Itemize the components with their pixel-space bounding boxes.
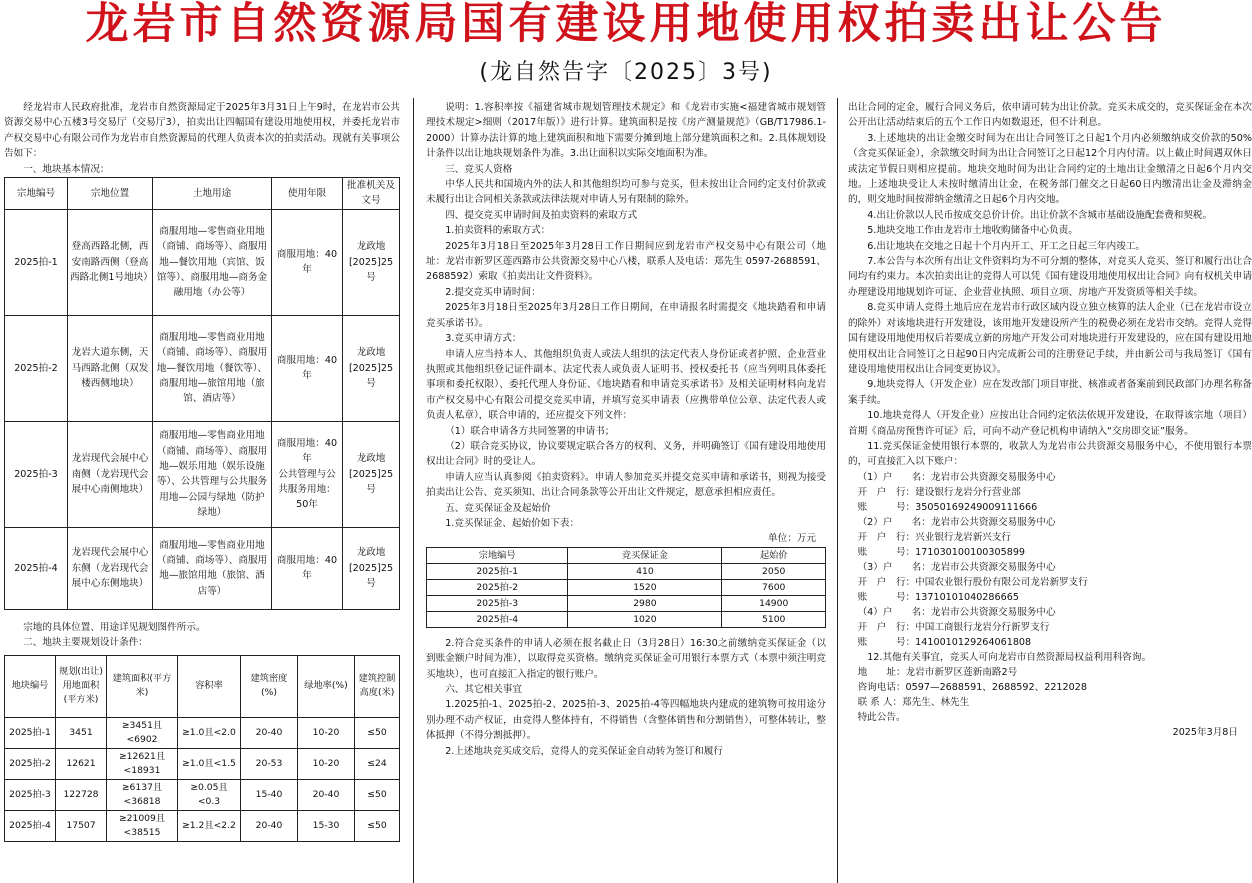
table-cell: 2025拍-2 — [427, 579, 568, 595]
contact-info — [848, 665, 1252, 725]
table-header: 宗地编号 — [5, 178, 68, 210]
parcel-approval: 龙政地[2025]25号 — [343, 209, 400, 315]
table-header: 使用年限 — [272, 178, 343, 210]
parcel-basic-table — [4, 177, 400, 610]
paragraph: 1.竞买保证金、起始价如下表： — [445, 517, 580, 529]
deposit-price-table — [426, 547, 826, 628]
parcel-use: 商服用地—零售商业用地（商铺、商场等）、商服用地—娱乐用地（娱乐设施等）、公共管理与公共服务用地—公园与绿地（防护绿地） — [153, 421, 272, 527]
plan-far: ≥1.0且<2.0 — [178, 717, 241, 748]
section-heading: 三、竞买人资格 — [445, 163, 513, 175]
table-row — [5, 315, 400, 421]
column-2 — [426, 100, 826, 759]
plan-area: 17507 — [56, 810, 107, 841]
parcel-id: 2025拍-3 — [5, 421, 68, 527]
bank-line: （3）户 名：龙岩市公共资源交易服务中心 — [857, 561, 1056, 573]
unit-label: 单位：万元 — [768, 533, 816, 545]
plan-area: 122728 — [56, 779, 107, 810]
plan-id: 2025拍-2 — [5, 748, 56, 779]
bank-line: （2）户 名：龙岩市公共资源交易服务中心 — [857, 516, 1056, 528]
paragraph: 6.出让地块在交地之日起十个月内开工、开工之日起三年内竣工。 — [867, 240, 1145, 252]
plan-far: ≥1.0且<1.5 — [178, 748, 241, 779]
contact-line: 联 系 人：郑先生、林先生 — [857, 697, 970, 709]
bank-line: 账 号：35050169249009111666 — [857, 501, 1038, 513]
table-header: 宗地编号 — [427, 547, 568, 563]
plan-density: 20-40 — [241, 717, 298, 748]
table-row — [5, 779, 400, 810]
paragraph: 说明：1.容积率按《福建省城市规划管理技术规定》和《龙岩市实施<福建省城市规划管理技术规定>细则（2017年版）》进行计算。建筑面积是按《房产测量规范》（GB/T17986.1-2000）计算办法计算的地上建筑面积和地下需要分摊到地上部分建筑面积之和。2.具体规划设计条件以出让地块规划条件为准。3.出让面积以实际交地面积为准。 — [426, 102, 826, 160]
parcel-use: 商服用地—零售商业用地（商铺、商场等）、商服用地—餐饮用地（餐饮等）、商服用地—旅馆用地（旅馆、酒店等） — [153, 315, 272, 421]
contact-line: 地 址：龙岩市新罗区莲新南路2号 — [857, 667, 1018, 679]
table-row — [427, 611, 826, 627]
plan-floor-area: ≥6137且<36818 — [107, 779, 178, 810]
table-header: 起始价 — [722, 547, 826, 563]
paragraph: 申请人应当持本人、其他组织负责人或法人组织的法定代表人身份证或者护照、企业营业执照或其他组织登记证件副本、法定代表人或负责人证明书、授权委托书（应当列明具体委托事项和委托权限）、委托代理人身份证、《地块踏看和申请竞买承诺书》及相关证明材料向龙岩市产权交易中心有限公司提交竞买申请，并填写竞买申请表（应携带单位公章、法定代表人或负责人私章），联合申请的，还应提交下列文件： — [426, 348, 826, 422]
plan-height: ≤50 — [355, 810, 400, 841]
paragraph: 2.提交竞买申请时间： — [445, 286, 541, 298]
paragraph: 2025年3月18日至2025年3月28日工作日期间应到龙岩市产权交易中心有限公司（地址：龙岩市新罗区莲西路市公共资源交易中心八楼，联系人及电话：郑先生 0597-2688591、2688592）索取《拍卖出让文件资料》。 — [426, 240, 826, 283]
parcel-use: 商服用地—零售商业用地（商铺、商场等）、商服用地—旅馆用地（旅馆、酒店等） — [153, 527, 272, 609]
bank-line: （1）户 名：龙岩市公共资源交易服务中心 — [857, 471, 1056, 483]
table-cell: 1520 — [568, 579, 722, 595]
parcel-location: 登高西路北侧，西安南路西侧（登高西路北侧1号地块） — [68, 209, 153, 315]
paragraph: 1.拍卖资料的索取方式： — [445, 225, 551, 237]
plan-far: ≥1.2且<2.2 — [178, 810, 241, 841]
table-header: 绿地率(%) — [298, 655, 355, 717]
parcel-years: 商服用地：40年 — [272, 315, 343, 421]
parcel-years: 商服用地：40年 — [272, 527, 343, 609]
planning-conditions-table — [4, 655, 400, 842]
table-header-row — [5, 655, 400, 717]
parcel-id: 2025拍-4 — [5, 527, 68, 609]
paragraph: 10.地块竞得人（开发企业）应按出让合同约定依法依规开发建设，在取得该宗地（项目）首期《商品房预售许可证》后，可向不动产登记机构申请纳入“交房即交证”服务。 — [848, 410, 1252, 437]
paragraph: 9.地块竞得人（开发企业）应在发改部门项目审批、核准或者备案前到民政部门办理名称备案手续。 — [848, 379, 1252, 406]
paragraph: 申请人应当认真参阅《拍卖资料》。申请人参加竞买并提交竞买申请和承诺书，则视为接受拍卖出让公告、竞买须知、出让合同条款等公开出让文件规定，愿意承担相应责任。 — [426, 471, 826, 499]
intro-paragraph: 经龙岩市人民政府批准，龙岩市自然资源局定于2025年3月31日上午9时，在龙岩市公共资源交易中心五楼3号交易厅（交易厅3），拍卖出让四幅国有建设用地使用权，并委托龙岩市产权交易中心有限公司作为龙岩市自然资源局的代理人负责本次的拍卖活动。现就有关事项公告如下： — [4, 102, 400, 160]
table-header: 地块编号 — [5, 655, 56, 717]
table-note: 宗地的具体位置、用途详见规划图件所示。 — [23, 621, 206, 633]
paragraph: 2.上述地块竞买成交后，竞得人的竞买保证金自动转为签订和履行 — [445, 745, 723, 757]
table-cell: 2025拍-4 — [427, 611, 568, 627]
bank-line: 账 号：171030100100305899 — [857, 546, 1026, 558]
bank-line: 账 号：1410010129264061808 — [857, 636, 1032, 648]
table-cell: 2050 — [722, 563, 826, 579]
table-cell: 14900 — [722, 595, 826, 611]
table-cell: 2980 — [568, 595, 722, 611]
paragraph: 5.地块交地工作由龙岩市土地收购储备中心负责。 — [867, 225, 1078, 237]
table-cell: 1020 — [568, 611, 722, 627]
bank-line: 开 户 行：中国工商银行龙岩分行新罗支行 — [857, 621, 1050, 633]
bank-accounts — [848, 470, 1252, 650]
section-heading: 六、其它相关事宜 — [445, 684, 522, 695]
paragraph: 1.2025拍-1、2025拍-2、2025拍-3、2025拍-4等四幅地块内建成的建筑物可按用途分别办理不动产权证，由竞得人整体持有，不得销售（含整体销售和分割销售），可整体转让，整体抵押（不得分割抵押）。 — [426, 699, 826, 742]
section-heading: 二、地块主要规划设计条件： — [23, 637, 148, 649]
plan-height: ≤24 — [355, 748, 400, 779]
plan-floor-area: ≥3451且<6902 — [107, 717, 178, 748]
table-cell: 2025拍-3 — [427, 595, 568, 611]
paragraph: 8.竞买申请人竞得土地后应在龙岩市行政区域内设立独立核算的法人企业（已在龙岩市设立的除外）对该地块进行开发建设，该用地开发建设所产生的税费必须在龙岩市交纳。竞得人竞得国有建设用地使用权后若要成立新的房地产开发公司对地块进行开发建设的，应在国有建设用地使用权出让合同签订之日起90日内完成新公司的注册登记手续，并由新公司与我局签订《国有建设用地使用权出让合同变更协议》。 — [848, 302, 1252, 375]
table-row — [5, 717, 400, 748]
paragraph: 4.出让价款以人民币按成交总价计价。出让价款不含城市基础设施配套费和契税。 — [867, 209, 1213, 221]
paragraph: 2.符合竞买条件的申请人必须在报名截止日（3月28日）16:30之前缴纳竞买保证金（以到账金额户时间为准），以取得竞买资格。缴纳竞买保证金可用银行本票方式（本票中须注明竞买地块），也可直接汇入指定的银行账户。 — [426, 637, 826, 680]
parcel-location: 龙岩现代会展中心南侧（龙岩现代会展中心南侧地块） — [68, 421, 153, 527]
plan-density: 20-40 — [241, 810, 298, 841]
column-1 — [4, 100, 400, 842]
plan-floor-area: ≥21009且<38515 — [107, 810, 178, 841]
table-row — [427, 579, 826, 595]
bank-line: （4）户 名：龙岩市公共资源交易服务中心 — [857, 606, 1056, 618]
table-row — [5, 421, 400, 527]
table-header-row — [427, 547, 826, 563]
plan-green: 10-20 — [298, 748, 355, 779]
contact-line: 咨询电话：0597—2688591、2688592、2212028 — [857, 682, 1087, 694]
table-row — [5, 748, 400, 779]
column-divider — [413, 98, 414, 883]
plan-area: 12621 — [56, 748, 107, 779]
paragraph: 11.竞买保证金使用银行本票的，收款人为龙岩市公共资源交易服务中心，不使用银行本票的，可直接汇入以下账户： — [848, 440, 1252, 468]
parcel-id: 2025拍-1 — [5, 209, 68, 315]
parcel-approval: 龙政地[2025]25号 — [343, 315, 400, 421]
table-header: 批准机关及文号 — [343, 178, 400, 210]
paragraph: 12.其他有关事宜，竞买人可向龙岩市自然资源局权益利用科咨询。 — [867, 651, 1152, 663]
plan-floor-area: ≥12621且<18931 — [107, 748, 178, 779]
paragraph: 2025年3月18日至2025年3月28日工作日期间，在申请报名时需提交《地块踏看和申请竞买承诺书》。 — [426, 302, 826, 329]
notice-date: 2025年3月8日 — [1172, 727, 1238, 739]
table-row — [427, 563, 826, 579]
parcel-location: 龙岩现代会展中心东侧（龙岩现代会展中心东侧地块） — [68, 527, 153, 609]
table-header: 宗地位置 — [68, 178, 153, 210]
plan-height: ≤50 — [355, 779, 400, 810]
plan-density: 20-53 — [241, 748, 298, 779]
section-heading: 一、地块基本情况： — [23, 163, 110, 175]
bank-line: 开 户 行：建设银行龙岩分行营业部 — [857, 486, 1021, 498]
plan-green: 15-30 — [298, 810, 355, 841]
parcel-years: 商服用地：40年 公共管理与公共服务用地：50年 — [272, 421, 343, 527]
plan-id: 2025拍-4 — [5, 810, 56, 841]
parcel-approval: 龙政地[2025]25号 — [343, 421, 400, 527]
plan-height: ≤50 — [355, 717, 400, 748]
contact-line: 特此公告。 — [857, 712, 906, 724]
parcel-years: 商服用地：40年 — [272, 209, 343, 315]
plan-green: 20-40 — [298, 779, 355, 810]
table-header: 建筑面积(平方米) — [107, 655, 178, 717]
notice-title: 龙岩市自然资源局国有建设用地使用权拍卖出让公告 — [85, 0, 1167, 49]
table-cell: 7600 — [722, 579, 826, 595]
table-row — [5, 527, 400, 609]
document-number: (龙自然告字〔2025〕3号) — [479, 60, 773, 85]
table-cell: 2025拍-1 — [427, 563, 568, 579]
table-row — [427, 595, 826, 611]
table-cell: 410 — [568, 563, 722, 579]
paragraph: 出让合同的定金，履行合同义务后，依申请可转为出让价款。竞买未成交的，竞买保证金在本次公开出让活动结束后的五个工作日内如数退还，但不计利息。 — [848, 102, 1252, 129]
paragraph: （1）联合申请各方共同签署的申请书； — [445, 425, 615, 437]
table-header: 规划(出让)用地面积(平方米) — [56, 655, 107, 717]
table-header: 建筑密度(%) — [241, 655, 298, 717]
paragraph: 3.上述地块的出让金缴交时间为在出让合同签订之日起1个月内必须缴纳成交价款的50%（含竞买保证金），余款缴交时间为出让合同签订之日起12个月内付清。以上截止时间遇双休日或法定节假日则相应提前。地块交地时间为出让合同约定的土地出让金缴清之日起6个月内交地。上述地块受让人未按时缴清出让金，在税务部门催交之日起60日内缴清出让金及滞纳金的，则交地时间按滞纳金缴清之日起6个月内交地。 — [848, 132, 1252, 206]
table-header: 竞买保证金 — [568, 547, 722, 563]
plan-id: 2025拍-3 — [5, 779, 56, 810]
plan-density: 15-40 — [241, 779, 298, 810]
parcel-use: 商服用地—零售商业用地（商铺、商场等）、商服用地—餐饮用地（宾馆、饭馆等）、商服用地—商务金融用地（办公等） — [153, 209, 272, 315]
table-cell: 5100 — [722, 611, 826, 627]
bank-line: 开 户 行：兴业银行龙岩新兴支行 — [857, 531, 1012, 543]
paragraph: （2）联合竞买协议，协议要规定联合各方的权利、义务，并明确签订《国有建设用地使用权出让合同》时的受让人。 — [426, 440, 826, 468]
bank-line: 账 号：13710101040286665 — [857, 591, 1019, 603]
table-row — [5, 209, 400, 315]
paragraph: 3.竞买申请方式： — [445, 333, 522, 345]
parcel-location: 龙岩大道东侧，天马西路北侧（双发楼西侧地块） — [68, 315, 153, 421]
paragraph: 7.本公告与本次所有出让文件资料均为不可分割的整体，对竞买人竞买、签订和履行出让合同均有约束力。本次拍卖出让的竞得人可以凭《国有建设用地使用权出让合同》向有权机关申请办理建设用地规划许可证、企业营业执照、项目立项、房地产开发资质等相关手续。 — [848, 256, 1252, 298]
parcel-id: 2025拍-2 — [5, 315, 68, 421]
table-header-row — [5, 178, 400, 210]
table-header: 土地用途 — [153, 178, 272, 210]
section-heading: 四、提交竞买申请时间及拍卖资料的索取方式 — [445, 209, 638, 221]
table-header: 建筑控制高度(米) — [355, 655, 400, 717]
plan-area: 3451 — [56, 717, 107, 748]
parcel-approval: 龙政地[2025]25号 — [343, 527, 400, 609]
table-header: 容积率 — [178, 655, 241, 717]
bank-line: 开 户 行：中国农业银行股份有限公司龙岩新罗支行 — [857, 576, 1088, 588]
plan-far: ≥0.05且<0.3 — [178, 779, 241, 810]
plan-green: 10-20 — [298, 717, 355, 748]
paragraph: 中华人民共和国境内外的法人和其他组织均可参与竞买，但未按出让合同约定支付价款或未履行出让合同相关条款或法律法规对申请人另有限制的除外。 — [426, 179, 826, 206]
column-3 — [848, 100, 1252, 741]
table-row — [5, 810, 400, 841]
column-divider — [837, 98, 838, 883]
section-heading: 五、竞买保证金及起始价 — [445, 502, 551, 514]
plan-id: 2025拍-1 — [5, 717, 56, 748]
